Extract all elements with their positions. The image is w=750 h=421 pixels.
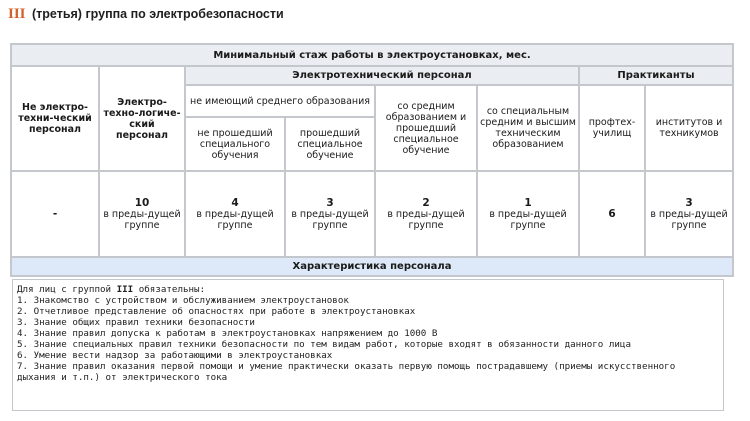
value-note: в преды-дущей группе	[103, 208, 181, 231]
value-cell	[12, 172, 98, 256]
value-number: 3	[685, 196, 693, 209]
value-cell	[478, 172, 578, 256]
value-number: 6	[608, 207, 616, 220]
value-note: в преды-дущей группе	[387, 208, 465, 231]
value-number: 3	[326, 196, 334, 209]
value-number: 2	[422, 196, 430, 209]
intro-group: III	[116, 284, 134, 295]
value-number: -	[52, 207, 58, 220]
requirement-item: 1. Знакомство с устройством и обслуживанием электроустановок	[17, 295, 349, 306]
value-note: в преды-дущей группе	[650, 208, 728, 231]
sub-institutes: институтов и техникумов	[646, 86, 732, 170]
sub-no-secondary-education: не имеющий среднего образования	[186, 86, 374, 116]
experience-table	[10, 43, 734, 277]
intro-suffix: обязательны:	[133, 284, 206, 295]
header-characteristics: Характеристика персонала	[12, 258, 732, 275]
value-note: в преды-дущей группе	[489, 208, 567, 231]
page-title-text: (третья) группа по электробезопасности	[32, 7, 284, 21]
value-cell	[580, 172, 644, 256]
page-title	[8, 6, 284, 23]
requirement-item: 2. Отчетливое представление об опасностях при работе в электроустановках	[17, 306, 416, 317]
value-number: 10	[134, 196, 150, 209]
sub-secondary-education: со средним образованием и прошедший специальное обучение	[376, 86, 476, 170]
value-note: в преды-дущей группе	[291, 208, 369, 231]
value-cell	[376, 172, 476, 256]
value-cell	[100, 172, 184, 256]
value-number: 1	[524, 196, 532, 209]
group-practicants: Практиканты	[580, 67, 732, 84]
sub-higher-education: со специальным средним и высшим техническим образованием	[478, 86, 578, 170]
group-roman-numeral: III	[8, 6, 26, 22]
requirement-item: 4. Знание правил допуска к работам в электроустановках напряжением до 1000 В	[17, 328, 438, 339]
group-electrotechnical-staff: Электротехнический персонал	[186, 67, 578, 84]
requirement-item: 5. Знание специальных правил техники безопасности по тем видам работ, которые входят в обязанности данного лица	[17, 339, 631, 350]
value-number: 4	[231, 196, 239, 209]
col-non-electro-staff: Не электро-техни-ческий персонал	[12, 67, 98, 170]
sub-not-specially-trained: не прошедший специального обучения	[186, 118, 284, 170]
sub-specially-trained: прошедший специальное обучение	[286, 118, 374, 170]
value-cell	[646, 172, 732, 256]
header-min-experience: Минимальный стаж работы в электроустановках, мес.	[12, 45, 732, 65]
requirement-item: 7. Знание правил оказания первой помощи и умение практически оказать первую помощь пострадавшему (приемы искусственного дыхания и т.п.) от электрического тока	[17, 361, 681, 383]
characteristics-description	[12, 279, 724, 411]
value-cell	[286, 172, 374, 256]
requirement-item: 3. Знание общих правил техники безопасности	[17, 317, 255, 328]
values-row	[12, 172, 732, 256]
col-electro-tech-staff: Электро-техно-логиче-ский персонал	[100, 67, 184, 170]
value-note: в преды-дущей группе	[196, 208, 274, 231]
sub-vocational-schools: профтех-училищ	[580, 86, 644, 170]
description-intro	[17, 284, 719, 295]
value-cell	[186, 172, 284, 256]
requirement-item: 6. Умение вести надзор за работающими в электроустановках	[17, 350, 333, 361]
intro-prefix: Для лиц с группой	[17, 284, 117, 295]
